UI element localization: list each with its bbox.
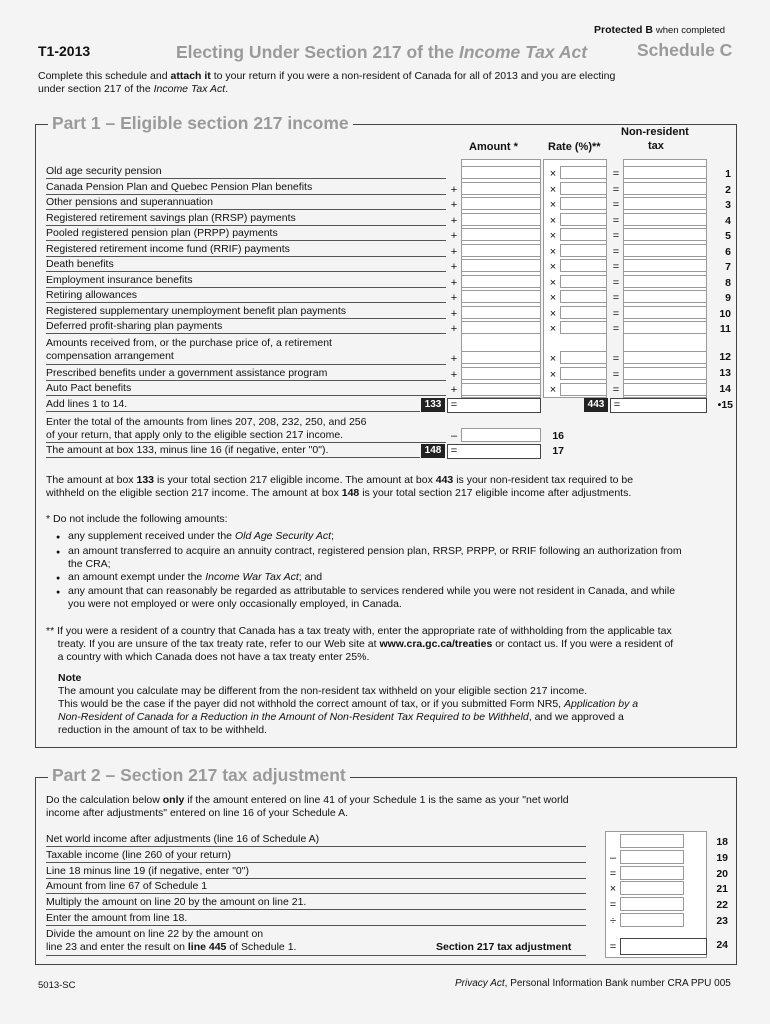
row24-equals: = xyxy=(609,941,617,953)
row-amount-input[interactable] xyxy=(620,913,684,927)
row-operator: + xyxy=(450,308,458,320)
row-rate-input[interactable] xyxy=(560,259,607,272)
row-rate-input[interactable] xyxy=(560,197,607,210)
box133-input[interactable] xyxy=(447,398,541,413)
row-operator: + xyxy=(450,292,458,304)
bullet-2: ● an amount transferred to acquire an annuity contract, registered pension plan, RRSP, PRPP, or RRIF following an authorization from the CRA; xyxy=(68,545,728,571)
row12-equals: = xyxy=(612,353,620,365)
row16-minus: – xyxy=(450,430,458,442)
note-body: The amount you calculate may be different from the non-resident tax withheld on your eligible section 217 income. This would be the case if the payer did not withhold the correct amount of tax, or if you submitted Form NR5, Application by a Non-Resident of Canada for a Reduction in the Amount of Non-Resident Tax Required to be Withheld, and we approved a reduction in the amount of tax to be withheld. xyxy=(58,685,639,736)
row13-plus: + xyxy=(450,369,458,381)
row-label: Other pensions and superannuation xyxy=(46,196,213,208)
row13-tax-input[interactable] xyxy=(623,367,707,380)
row-underline xyxy=(46,302,446,303)
row-rate-input[interactable] xyxy=(560,306,607,319)
line-number: 2 xyxy=(725,184,731,196)
row24-label-a: Divide the amount on line 22 by the amount on xyxy=(46,928,264,940)
row14-rate-input[interactable] xyxy=(560,383,607,396)
row-underline xyxy=(46,256,446,257)
row-underline xyxy=(46,846,586,847)
row-operator: + xyxy=(450,261,458,273)
double-star-note: ** If you were a resident of a country that Canada has a tax treaty with, enter the appropriate rate of withholding from the applicable tax treaty. If you are unsure of the tax treaty rate, refer to our Web site at www.cra.gc.ca/treaties or contact us. If you were a resident of a country with which Canada does not have a tax treaty enter 25%. xyxy=(46,625,674,663)
row-rate-input[interactable] xyxy=(560,166,607,179)
row-operator: × xyxy=(609,883,617,895)
row14-label: Auto Pact benefits xyxy=(46,382,132,394)
row-times: × xyxy=(549,277,557,289)
bullet-1: ● any supplement received under the Old Age Security Act; xyxy=(68,530,334,543)
line-number: 1 xyxy=(725,168,731,180)
row-amount-input[interactable] xyxy=(620,850,684,864)
note-title: Note xyxy=(58,672,82,684)
row-operator: + xyxy=(450,323,458,335)
line-number: 4 xyxy=(725,215,731,227)
box443-input[interactable] xyxy=(610,398,707,413)
form-id: T1-2013 xyxy=(38,43,91,59)
line-number: •15 xyxy=(717,399,733,411)
line-number: 3 xyxy=(725,199,731,211)
row-rate-input[interactable] xyxy=(560,182,607,195)
row-tax-input[interactable] xyxy=(623,244,707,257)
row-underline xyxy=(46,225,446,226)
box148-input[interactable] xyxy=(447,444,541,459)
row-underline xyxy=(46,209,446,210)
schedule-label: Schedule C xyxy=(637,40,733,60)
row-times: × xyxy=(549,292,557,304)
row-rate-input[interactable] xyxy=(560,213,607,226)
row-times: × xyxy=(549,199,557,211)
row-label: Employment insurance benefits xyxy=(46,274,193,286)
part1-summary: The amount at box 133 is your total section 217 eligible income. The amount at box 443 is your non-resident tax required to be withheld on the eligible section 217 income. The amount at box 148 is your total section 217 eligible income after adjustments. xyxy=(46,474,634,499)
row-underline xyxy=(46,333,446,334)
row24-input[interactable] xyxy=(620,938,707,955)
row-amount-input[interactable] xyxy=(461,275,541,288)
row13-amount-input[interactable] xyxy=(461,367,541,380)
col-rate-header: Rate (%)** xyxy=(548,141,601,153)
bullet-4: ● any amount that can reasonably be regarded as attributable to services rendered while you were not resident in Canada, and while you were not employed or were only occasionally employed, in Canada. xyxy=(68,585,728,611)
row16-label-a: Enter the total of the amounts from lines 207, 208, 232, 250, and 256 xyxy=(46,416,367,428)
star-note: * Do not include the following amounts: xyxy=(46,513,228,525)
row-equals: = xyxy=(612,199,620,211)
row-times: × xyxy=(549,215,557,227)
row-tax-input[interactable] xyxy=(623,290,707,303)
row-times: × xyxy=(549,261,557,273)
row-label: Registered retirement income fund (RRIF) payments xyxy=(46,243,290,255)
row-equals: = xyxy=(612,168,620,180)
privacy-notice: Privacy Act, Personal Information Bank number CRA PPU 005 xyxy=(455,978,731,989)
row-operator: + xyxy=(450,230,458,242)
line-number: 20 xyxy=(716,868,728,880)
row-tax-input[interactable] xyxy=(623,275,707,288)
row-rate-input[interactable] xyxy=(560,290,607,303)
row12-times: × xyxy=(549,353,557,365)
row14-plus: + xyxy=(450,384,458,396)
row15-equals: = xyxy=(450,399,458,411)
line-number: 14 xyxy=(719,383,731,395)
line-number: 19 xyxy=(716,852,728,864)
row17-label: The amount at box 133, minus line 16 (if negative, enter "0"). xyxy=(46,444,329,456)
row-label: Registered retirement savings plan (RRSP) payments xyxy=(46,212,296,224)
part1-title: Part 1 – Eligible section 217 income xyxy=(48,113,353,134)
box-133: 133 xyxy=(421,398,445,412)
row-operator: = xyxy=(609,899,617,911)
line-number: 8 xyxy=(725,277,731,289)
row-tax-input[interactable] xyxy=(623,306,707,319)
row-amount-input[interactable] xyxy=(461,166,541,179)
row-underline xyxy=(46,893,586,894)
row17-equals: = xyxy=(450,445,458,457)
row-operator: + xyxy=(450,199,458,211)
row12-label-b: compensation arrangement xyxy=(46,350,174,362)
row12-label-a: Amounts received from, or the purchase price of, a retirement xyxy=(46,337,332,349)
line-number: 6 xyxy=(725,246,731,258)
line-number: 17 xyxy=(552,445,564,457)
row-amount-input[interactable] xyxy=(461,306,541,319)
row-operator: + xyxy=(450,246,458,258)
row-label: Line 18 minus line 19 (if negative, enter "0") xyxy=(46,865,249,877)
row13-label: Prescribed benefits under a government assistance program xyxy=(46,367,328,379)
row-underline xyxy=(46,862,586,863)
row-tax-input[interactable] xyxy=(623,259,707,272)
row-label: Amount from line 67 of Schedule 1 xyxy=(46,880,208,892)
row-operator: = xyxy=(609,868,617,880)
row-amount-input[interactable] xyxy=(461,244,541,257)
row-times: × xyxy=(549,168,557,180)
row12-tax-input[interactable] xyxy=(623,351,707,364)
row-amount-input[interactable] xyxy=(620,834,684,848)
col-nr-header-1: Non-resident xyxy=(621,126,689,138)
row-tax-input[interactable] xyxy=(623,182,707,195)
row-equals: = xyxy=(612,261,620,273)
part2-title: Part 2 – Section 217 tax adjustment xyxy=(48,765,350,786)
row-equals: = xyxy=(612,292,620,304)
col-amount-header: Amount * xyxy=(469,141,518,153)
row-amount-input[interactable] xyxy=(461,197,541,210)
row-times: × xyxy=(549,323,557,335)
row14-equals: = xyxy=(612,384,620,396)
row-label: Net world income after adjustments (line 16 of Schedule A) xyxy=(46,833,320,845)
part2-intro: Do the calculation below only if the amount entered on line 41 of your Schedule 1 is the same as your "net world income after adjustments" entered on line 16 of your Schedule A. xyxy=(46,794,569,819)
row-equals: = xyxy=(612,308,620,320)
row13-rate-input[interactable] xyxy=(560,367,607,380)
row-label: Retiring allowances xyxy=(46,289,138,301)
row-underline xyxy=(46,878,586,879)
row14-tax-input[interactable] xyxy=(623,383,707,396)
row-underline xyxy=(46,318,446,319)
row15-nr-equals: = xyxy=(613,399,621,411)
line-number: 18 xyxy=(716,836,728,848)
row-label: Enter the amount from line 18. xyxy=(46,912,188,924)
row-amount-input[interactable] xyxy=(620,866,684,880)
line-number: 10 xyxy=(719,308,731,320)
row-rate-input[interactable] xyxy=(560,244,607,257)
line-number: 7 xyxy=(725,261,731,273)
row-underline xyxy=(46,178,446,179)
row-operator: – xyxy=(609,852,617,864)
row-label: Multiply the amount on line 20 by the amount on line 21. xyxy=(46,896,307,908)
row-tax-input[interactable] xyxy=(623,228,707,241)
row-underline xyxy=(46,287,446,288)
row14-times: × xyxy=(549,384,557,396)
row-label: Taxable income (line 260 of your return) xyxy=(46,849,232,861)
row-amount-input[interactable] xyxy=(461,290,541,303)
row-times: × xyxy=(549,246,557,258)
row-times: × xyxy=(549,184,557,196)
row-rate-input[interactable] xyxy=(560,275,607,288)
line-number: 9 xyxy=(725,292,731,304)
row-operator: + xyxy=(450,184,458,196)
row16-label-b: of your return, that apply only to the eligible section 217 income. xyxy=(46,429,344,441)
row12-amount-input[interactable] xyxy=(461,351,541,364)
row-underline xyxy=(46,925,586,926)
row-label: Pooled registered pension plan (PRPP) payments xyxy=(46,227,278,239)
row-operator: + xyxy=(450,277,458,289)
row-amount-input[interactable] xyxy=(461,228,541,241)
protected-b-label: Protected B when completed xyxy=(594,24,726,36)
line-number: 21 xyxy=(716,883,728,895)
box-443: 443 xyxy=(584,398,608,412)
row-label: Death benefits xyxy=(46,258,114,270)
row-underline xyxy=(46,909,586,910)
row-underline xyxy=(46,240,446,241)
line-number: 24 xyxy=(716,939,728,951)
row-tax-input[interactable] xyxy=(623,213,707,226)
row-underline xyxy=(46,271,446,272)
row-label: Old age security pension xyxy=(46,165,162,177)
row-rate-input[interactable] xyxy=(560,321,607,334)
row-equals: = xyxy=(612,230,620,242)
bullet-3: ● an amount exempt under the Income War Tax Act; and xyxy=(68,571,322,584)
line-number: 16 xyxy=(552,430,564,442)
row-tax-input[interactable] xyxy=(623,197,707,210)
row-rate-input[interactable] xyxy=(560,228,607,241)
row-amount-input[interactable] xyxy=(461,321,541,334)
line-number: 13 xyxy=(719,367,731,379)
row12-plus: + xyxy=(450,353,458,365)
row24-label-b: line 23 and enter the result on line 445 of Schedule 1. xyxy=(46,941,297,953)
row-tax-input[interactable] xyxy=(623,166,707,179)
line-number: 23 xyxy=(716,915,728,927)
row-amount-input[interactable] xyxy=(620,881,684,895)
line-number: 22 xyxy=(716,899,728,911)
row-operator: + xyxy=(450,215,458,227)
line-number: 11 xyxy=(719,323,731,335)
page-title: Electing Under Section 217 of the Income Tax Act xyxy=(176,42,588,62)
row-amount-input[interactable] xyxy=(461,182,541,195)
row-equals: = xyxy=(612,277,620,289)
row-label: Deferred profit-sharing plan payments xyxy=(46,320,223,332)
row14-amount-input[interactable] xyxy=(461,383,541,396)
row-amount-input[interactable] xyxy=(461,259,541,272)
row-label: Canada Pension Plan and Quebec Pension Plan benefits xyxy=(46,181,313,193)
row-times: × xyxy=(549,308,557,320)
box-148: 148 xyxy=(421,444,445,458)
section-217-tax-adjustment-label: Section 217 tax adjustment xyxy=(436,941,572,953)
row-underline xyxy=(46,194,446,195)
row-equals: = xyxy=(612,323,620,335)
row12-rate-input[interactable] xyxy=(560,351,607,364)
row-equals: = xyxy=(612,215,620,227)
row13-times: × xyxy=(549,369,557,381)
line-number: 5 xyxy=(725,230,731,242)
row-equals: = xyxy=(612,184,620,196)
row-equals: = xyxy=(612,246,620,258)
row13-equals: = xyxy=(612,369,620,381)
line-number: 12 xyxy=(719,351,731,363)
intro-text: Complete this schedule and attach it to your return if you were a non-resident of Canada for all of 2013 and you are electing under section 217 of the Income Tax Act. xyxy=(38,70,616,95)
form-code: 5013-SC xyxy=(38,980,76,991)
row-times: × xyxy=(549,230,557,242)
row-label: Registered supplementary unemployment benefit plan payments xyxy=(46,305,347,317)
col-nr-header-2: tax xyxy=(648,140,664,152)
row-amount-input[interactable] xyxy=(620,897,684,911)
row-amount-input[interactable] xyxy=(461,213,541,226)
row16-input[interactable] xyxy=(461,428,541,442)
row-tax-input[interactable] xyxy=(623,321,707,334)
row15-label: Add lines 1 to 14. xyxy=(46,398,128,410)
row-operator: ÷ xyxy=(609,915,617,927)
